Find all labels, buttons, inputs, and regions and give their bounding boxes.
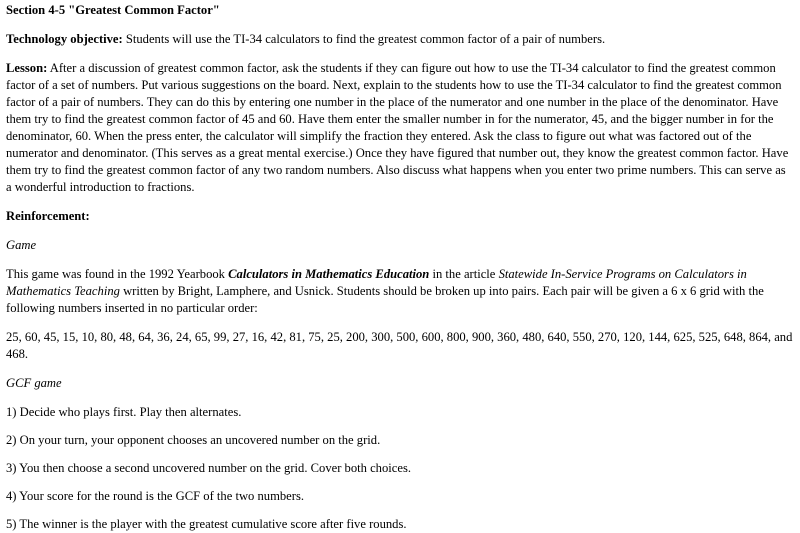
objective-label: Technology objective: <box>6 32 123 46</box>
article-title: Statewide In-Service Programs on Calculators in Mathematics Teaching <box>6 267 747 298</box>
reinforcement-heading: Reinforcement: <box>6 209 90 223</box>
lesson-paragraph <box>6 60 794 196</box>
rule-item: 5) The winner is the player with the greatest cumulative score after five rounds. <box>6 517 407 531</box>
gcf-game-heading: GCF game <box>6 376 62 390</box>
lesson-text: After a discussion of greatest common factor, ask the students if they can figure out how to use the TI-34 calculator to find the greatest common factor of a set of numbers. Put various suggestions on the board. Next, explain to the students how to use the TI-34 calculator to find the greatest common factor of a pair of numbers. They can do this by entering one number in the place of the numerator and one number in the place of the denominator. Have them try to find the greatest common factor of 45 and 60. Have them enter the smaller number in for the numerator, 45, and the bigger number in for the denominator, 60. When the press enter, the calculator will simplify the fraction they entered. Ask the class to figure out what was factored out of the numerator and denominator. (This serves as a great mental exercise.) Once they have figured that number out, they know the greatest common factor. Have them try to find the greatest common factor of any two random numbers. Also discuss what happens when you enter two prime numbers. This can serve as a wonderful introduction to fractions. <box>6 61 789 194</box>
numbers-list: 25, 60, 45, 15, 10, 80, 48, 64, 36, 24, 65, 99, 27, 16, 42, 81, 75, 25, 200, 300, 500, 600, 800, 900, 360, 480, 640, 550, 270, 120, 144, 625, 525, 648, 864, and 468. <box>6 330 793 361</box>
objective-text: Students will use the TI-34 calculators to find the greatest common factor of a pair of numbers. <box>122 32 606 46</box>
game-description-paragraph: This game was found in the 1992 Yearbook Calculators in Mathematics Education in the article Statewide In-Service Programs on Calculators in Mathematics Teaching written by Bright, Lamphere, and Usnick. Students should be broken up into pairs. Each pair will be given a 6 x 6 grid with the following numbers inserted in no particular order: <box>6 267 764 315</box>
lesson-label: Lesson: <box>6 61 48 75</box>
section-title: Section 4-5 "Greatest Common Factor" <box>6 3 220 17</box>
rule-item: 2) On your turn, your opponent chooses an uncovered number on the grid. <box>6 433 381 447</box>
game-heading: Game <box>6 238 37 252</box>
book-title: Calculators in Mathematics Education <box>228 267 430 281</box>
technology-objective-paragraph <box>6 31 794 48</box>
rule-item: 1) Decide who plays first. Play then alternates. <box>6 405 242 419</box>
rule-item: 4) Your score for the round is the GCF of the two numbers. <box>6 489 305 503</box>
rule-item: 3) You then choose a second uncovered number on the grid. Cover both choices. <box>6 461 412 475</box>
